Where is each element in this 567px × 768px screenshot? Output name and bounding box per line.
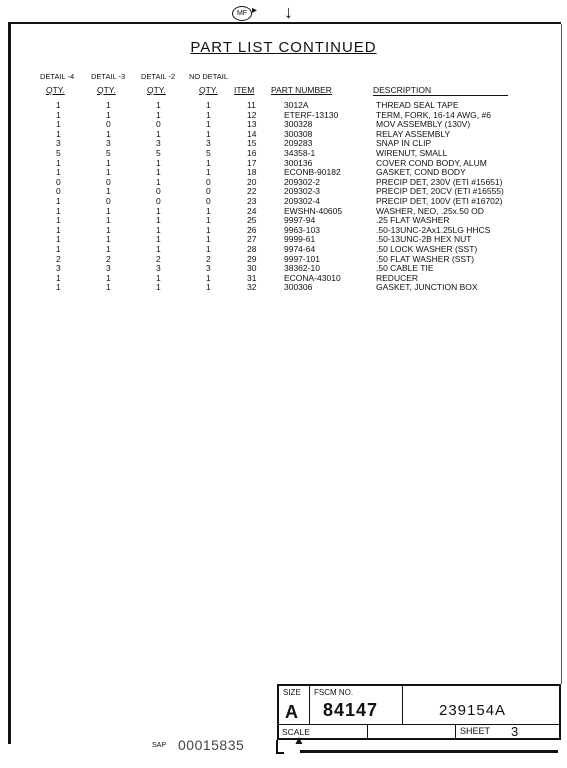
qty-no-detail-cell: 0 <box>206 176 211 187</box>
qty-detail-3-cell: 1 <box>106 234 111 245</box>
qty-detail-4-cell: 3 <box>56 138 61 149</box>
qty-detail-3-cell: 1 <box>106 205 111 216</box>
qty-detail-2-cell: 1 <box>156 109 161 120</box>
description-cell: SNAP IN CLIP <box>376 138 432 149</box>
qty-no-detail-cell: 1 <box>206 243 211 254</box>
qty-detail-3-cell: 1 <box>106 243 111 254</box>
item-number-cell: 14 <box>247 128 257 139</box>
item-number-cell: 31 <box>247 272 257 283</box>
qty-detail-3-cell: 1 <box>106 100 111 110</box>
qty-detail-3-cell: 1 <box>106 282 111 293</box>
qty-detail-4-cell: 1 <box>56 167 61 178</box>
title-block <box>277 684 561 740</box>
qty-detail-4-cell: 1 <box>56 100 61 110</box>
qty-no-detail-cell: 5 <box>206 147 211 158</box>
qty-detail-3-cell: 0 <box>106 119 111 130</box>
header-detail-2: DETAIL -2 <box>141 72 176 81</box>
table-row <box>0 283 567 293</box>
item-number-cell: 24 <box>247 205 257 216</box>
description-cell: .50 LOCK WASHER (SST) <box>376 243 478 254</box>
part-number-cell: 300308 <box>284 128 313 139</box>
scale-label: SCALE <box>282 727 310 737</box>
description-cell: REDUCER <box>376 272 419 283</box>
item-number-cell: 20 <box>247 176 257 187</box>
part-number-cell: 9963-103 <box>284 224 320 235</box>
qty-detail-2-cell: 3 <box>156 138 161 149</box>
qty-no-detail-cell: 1 <box>206 234 211 245</box>
size-label: SIZE <box>283 688 301 697</box>
qty-detail-2-cell: 5 <box>156 147 161 158</box>
part-number-cell: 9974-64 <box>284 243 316 254</box>
qty-detail-4-cell: 0 <box>56 176 61 187</box>
qty-detail-4-cell: 1 <box>56 272 61 283</box>
qty-detail-3-cell: 1 <box>106 224 111 235</box>
part-number-cell: 9997-94 <box>284 215 316 226</box>
qty-detail-3-cell: 1 <box>106 186 111 197</box>
qty-detail-4-cell: 2 <box>56 253 61 264</box>
fscm-box <box>309 686 403 724</box>
description-cell: GASKET, COND BODY <box>376 167 466 178</box>
down-arrow-icon: ↓ <box>284 2 293 22</box>
qty-detail-2-cell: 1 <box>156 176 161 187</box>
up-arrow-icon: ▲ <box>293 733 305 747</box>
part-number-cell: 300136 <box>284 157 313 168</box>
qty-detail-2-cell: 1 <box>156 234 161 245</box>
description-cell: WIRENUT, SMALL <box>376 147 448 158</box>
page-title: PART LIST CONTINUED <box>190 39 377 56</box>
header-part-number: PART NUMBER <box>271 85 332 95</box>
qty-detail-3-cell: 1 <box>106 109 111 120</box>
qty-no-detail-cell: 1 <box>206 282 211 293</box>
qty-detail-2-cell: 1 <box>156 282 161 293</box>
qty-detail-2-cell: 1 <box>156 243 161 254</box>
size-box <box>279 686 310 724</box>
qty-detail-4-cell: 1 <box>56 195 61 206</box>
qty-detail-4-cell: 0 <box>56 186 61 197</box>
item-number-cell: 17 <box>247 157 257 168</box>
description-cell: GASKET, JUNCTION BOX <box>376 282 478 293</box>
part-number-cell: 3012A <box>284 100 309 110</box>
header-qty-2: QTY. <box>147 85 166 95</box>
qty-detail-3-cell: 3 <box>106 138 111 149</box>
item-number-cell: 25 <box>247 215 257 226</box>
description-cell: THREAD SEAL TAPE <box>376 100 459 110</box>
description-cell: .50 CABLE TIE <box>376 263 434 274</box>
qty-detail-4-cell: 1 <box>56 205 61 216</box>
item-number-cell: 15 <box>247 138 257 149</box>
header-qty-0: QTY. <box>199 85 218 95</box>
qty-detail-3-cell: 0 <box>106 176 111 187</box>
description-cell: .50-13UNC-2Ax1.25LG HHCS <box>376 224 491 235</box>
header-detail-3: DETAIL -3 <box>91 72 126 81</box>
parts-table <box>0 101 567 293</box>
qty-detail-2-cell: 1 <box>156 224 161 235</box>
qty-no-detail-cell: 2 <box>206 253 211 264</box>
qty-detail-3-cell: 0 <box>106 195 111 206</box>
qty-detail-4-cell: 1 <box>56 119 61 130</box>
mf-circle-mark: MF <box>232 6 252 21</box>
fscm-value: 84147 <box>323 700 379 720</box>
part-number-cell: 209302-2 <box>284 176 320 187</box>
item-number-cell: 11 <box>247 100 256 110</box>
qty-detail-3-cell: 3 <box>106 263 111 274</box>
scale-divider <box>367 725 368 739</box>
qty-detail-4-cell: 1 <box>56 128 61 139</box>
qty-no-detail-cell: 1 <box>206 205 211 216</box>
qty-detail-3-cell: 1 <box>106 167 111 178</box>
qty-no-detail-cell: 0 <box>206 195 211 206</box>
qty-no-detail-cell: 1 <box>206 109 211 120</box>
sheet-label: SHEET <box>460 726 491 736</box>
qty-detail-4-cell: 3 <box>56 263 61 274</box>
part-number-cell: ETERF-13130 <box>284 109 339 120</box>
item-number-cell: 27 <box>247 234 257 245</box>
header-no-detail: NO DETAIL <box>189 72 229 81</box>
qty-detail-4-cell: 1 <box>56 243 61 254</box>
qty-detail-3-cell: 1 <box>106 215 111 226</box>
qty-detail-2-cell: 1 <box>156 128 161 139</box>
part-number-cell: 209302-4 <box>284 195 320 206</box>
sap-stamp: SAP <box>152 742 167 749</box>
qty-detail-2-cell: 1 <box>156 272 161 283</box>
sheet-value: 3 <box>511 724 519 739</box>
qty-detail-2-cell: 1 <box>156 205 161 216</box>
qty-no-detail-cell: 1 <box>206 224 211 235</box>
part-number-cell: EWSHN-40605 <box>284 205 343 216</box>
qty-detail-2-cell: 1 <box>156 100 161 110</box>
description-cell: PRECIP DET, 100V (ETI #16702) <box>376 195 503 206</box>
part-number-cell: 209302-3 <box>284 186 320 197</box>
header-item: ITEM <box>234 85 255 95</box>
qty-detail-3-cell: 1 <box>106 157 111 168</box>
item-number-cell: 22 <box>247 186 257 197</box>
qty-detail-4-cell: 5 <box>56 147 61 158</box>
sheet-divider <box>455 725 456 739</box>
qty-no-detail-cell: 1 <box>206 167 211 178</box>
qty-detail-4-cell: 1 <box>56 234 61 245</box>
mf-arrow-icon: ▸ <box>252 5 258 16</box>
qty-no-detail-cell: 3 <box>206 138 211 149</box>
item-number-cell: 18 <box>247 167 257 178</box>
qty-detail-3-cell: 2 <box>106 253 111 264</box>
part-number-cell: 38362-10 <box>284 263 320 274</box>
qty-detail-3-cell: 5 <box>106 147 111 158</box>
qty-detail-2-cell: 1 <box>156 167 161 178</box>
header-detail-4: DETAIL -4 <box>40 72 75 81</box>
qty-detail-2-cell: 0 <box>156 119 161 130</box>
part-number-cell: ECONB-90182 <box>284 167 341 178</box>
qty-detail-2-cell: 0 <box>156 195 161 206</box>
qty-detail-4-cell: 1 <box>56 109 61 120</box>
qty-detail-3-cell: 1 <box>106 128 111 139</box>
header-description: DESCRIPTION <box>373 85 508 96</box>
part-number-cell: 9999-61 <box>284 234 316 245</box>
description-cell: .50-13UNC-2B HEX NUT <box>376 234 472 245</box>
qty-no-detail-cell: 3 <box>206 263 211 274</box>
part-number-cell: 209283 <box>284 138 313 149</box>
item-number-cell: 16 <box>247 147 257 158</box>
qty-detail-2-cell: 0 <box>156 186 161 197</box>
bottom-bracket <box>276 740 284 754</box>
description-cell: .25 FLAT WASHER <box>376 215 450 226</box>
qty-detail-3-cell: 1 <box>106 272 111 283</box>
description-cell: MOV ASSEMBLY (130V) <box>376 119 471 130</box>
item-number-cell: 29 <box>247 253 257 264</box>
description-cell: TERM, FORK, 16-14 AWG, #6 <box>376 109 491 120</box>
item-number-cell: 28 <box>247 243 257 254</box>
item-number-cell: 12 <box>247 109 257 120</box>
part-number-cell: 9997-101 <box>284 253 320 264</box>
item-number-cell: 13 <box>247 119 257 130</box>
item-number-cell: 26 <box>247 224 257 235</box>
fscm-label: FSCM NO. <box>314 688 354 697</box>
qty-detail-4-cell: 1 <box>56 157 61 168</box>
bottom-rule <box>300 750 558 753</box>
header-qty-4: QTY. <box>46 85 65 95</box>
item-number-cell: 32 <box>247 282 257 293</box>
item-number-cell: 30 <box>247 263 257 274</box>
description-cell: .50 FLAT WASHER (SST) <box>376 253 475 264</box>
qty-detail-2-cell: 1 <box>156 157 161 168</box>
qty-no-detail-cell: 0 <box>206 186 211 197</box>
qty-detail-2-cell: 2 <box>156 253 161 264</box>
description-cell: RELAY ASSEMBLY <box>376 128 451 139</box>
qty-no-detail-cell: 1 <box>206 119 211 130</box>
qty-detail-2-cell: 3 <box>156 263 161 274</box>
qty-no-detail-cell: 1 <box>206 157 211 168</box>
qty-detail-4-cell: 1 <box>56 282 61 293</box>
description-cell: PRECIP DET, 230V (ETI #15651) <box>376 176 503 187</box>
part-number-cell: 300306 <box>284 282 313 293</box>
qty-no-detail-cell: 1 <box>206 272 211 283</box>
header-qty-3: QTY. <box>97 85 116 95</box>
part-number-cell: ECONA-43010 <box>284 272 341 283</box>
qty-detail-4-cell: 1 <box>56 224 61 235</box>
qty-no-detail-cell: 1 <box>206 128 211 139</box>
part-number-cell: 300328 <box>284 119 313 130</box>
qty-no-detail-cell: 1 <box>206 100 211 110</box>
drawing-number: 239154A <box>439 702 507 719</box>
qty-detail-4-cell: 1 <box>56 215 61 226</box>
size-value: A <box>285 702 298 722</box>
description-cell: COVER COND BODY, ALUM <box>376 157 487 168</box>
description-cell: PRECIP DET, 20CV (ETI #16555) <box>376 186 504 197</box>
scale-row <box>279 724 559 739</box>
qty-detail-2-cell: 1 <box>156 215 161 226</box>
description-cell: WASHER, NEO, .25x.50 OD <box>376 205 484 216</box>
item-number-cell: 23 <box>247 195 257 206</box>
part-number-cell: 34358-1 <box>284 147 316 158</box>
qty-no-detail-cell: 1 <box>206 215 211 226</box>
document-control-number: 00015835 <box>178 737 245 753</box>
